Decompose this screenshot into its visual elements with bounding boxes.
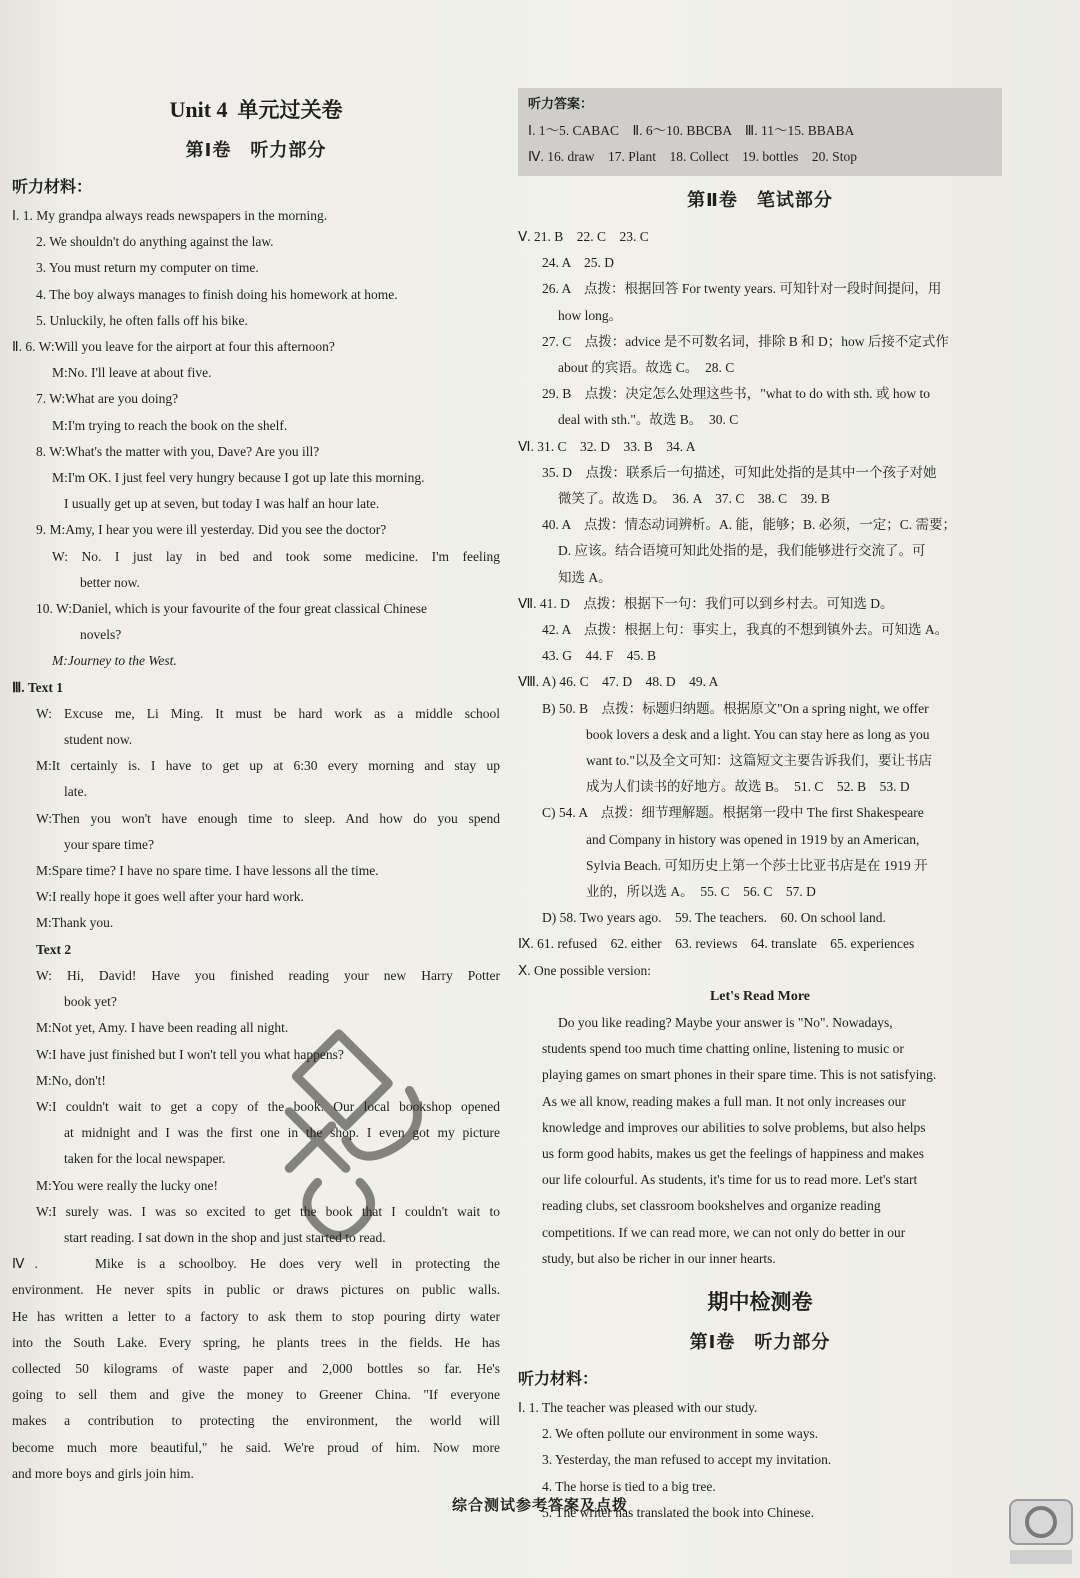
- answer-line: 成为人们读书的好地方。故选 B。 51. C 52. B 53. D: [586, 779, 910, 795]
- answer-line: C) 54. A 点拨：细节理解题。根据第一段中 The first Shakespeare: [542, 805, 924, 821]
- listening-answer-box: [518, 88, 1002, 176]
- essay-line: playing games on smart phones in their spare time. This is not satisfying.: [542, 1067, 937, 1083]
- text-line: M:No. I'll leave at about five.: [52, 365, 212, 381]
- answer-line: 业的，所以选 A。 55. C 56. C 57. D: [586, 884, 816, 900]
- right-column: [518, 88, 1002, 1526]
- essay-line: competitions. If we can read more, we can not only do better in our: [542, 1224, 906, 1240]
- text-line: going to sell them and give the money to Greener China. "If everyone: [12, 1387, 500, 1403]
- text-line: Ⅲ. Text 1: [12, 679, 63, 695]
- text-line: 5. Unluckily, he often falls off his bike.: [36, 312, 248, 328]
- listening-material-head: 听力材料：: [12, 177, 93, 196]
- answer-line: B) 50. B 点拨：标题归纳题。根据原文"On a spring night, we offer: [542, 700, 929, 716]
- answer-line: deal with sth."。故选 B。 30. C: [558, 412, 739, 428]
- answer-line: 26. A 点拨：根据回答 For twenty years. 可知针对一段时间提问，用: [542, 281, 942, 297]
- answer-line: Sylvia Beach. 可知历史上第一个莎士比亚书店是在 1919 开: [586, 857, 928, 873]
- text-line: Ⅱ. 6. W:Will you leave for the airport at four this afternoon?: [12, 339, 335, 355]
- answer-line: 24. A 25. D: [542, 255, 615, 271]
- answer-line: D. 应该。结合语境可知此处指的是，我们能够进行交流了。可: [558, 543, 926, 559]
- text-line: W: Hi, David! Have you finished reading your new Harry Potter: [36, 967, 500, 983]
- answer-line: 27. C 点拨：advice 是不可数名词，排除 B 和 D；how 后接不定式作: [542, 333, 949, 349]
- text-line: M:Thank you.: [36, 915, 114, 931]
- unit-title: [12, 94, 500, 124]
- text-line: late.: [64, 784, 87, 800]
- midterm-title: 期中检测卷: [707, 1289, 813, 1314]
- text-line: 8. W:What's the matter with you, Dave? Are you ill?: [36, 443, 320, 459]
- unit-title-cn: 单元过关卷: [237, 98, 343, 122]
- text-line: W:I surely was. I was so excited to get the book that I couldn't wait to: [36, 1203, 500, 1219]
- text-line: makes a contribution to protecting the environment, the world will: [12, 1413, 500, 1429]
- text-line: M:No, don't!: [36, 1072, 106, 1088]
- text-line: I usually get up at seven, but today I was half an hour late.: [64, 496, 380, 512]
- listening-answer-head: 听力答案：: [528, 97, 594, 112]
- text-line: M:Journey to the West.: [52, 653, 177, 669]
- essay-line: knowledge and improves our abilities to solve problems, but also helps: [542, 1119, 926, 1135]
- text-line: novels?: [80, 627, 122, 643]
- text-line: M:It certainly is. I have to get up at 6:30 every morning and stay up: [36, 758, 500, 774]
- midterm-line: 4. The horse is tied to a big tree.: [542, 1478, 716, 1494]
- text-line: taken for the local newspaper.: [64, 1151, 226, 1167]
- midterm-listening-head: 听力材料：: [518, 1368, 599, 1388]
- listening-answer-line: Ⅳ. 16. draw 17. Plant 18. Collect 19. bottles 20. Stop: [528, 149, 857, 164]
- text-line: M:I'm OK. I just feel very hungry because I got up late this morning.: [52, 470, 425, 486]
- text-line: W:Then you won't have enough time to sleep. And how do you spend: [36, 810, 500, 826]
- answer-line: and Company in history was opened in 1919 by an American,: [586, 831, 920, 847]
- text-line: He has written a letter to a factory to ask them to stop pouring dirty water: [12, 1308, 500, 1324]
- text-line: M:I'm trying to reach the book on the shelf.: [52, 417, 288, 433]
- text-line: environment. He never spits in public or draws pictures on public walls.: [12, 1282, 500, 1298]
- text-line: M:Spare time? I have no spare time. I have lessons all the time.: [36, 863, 379, 879]
- answer-line: book lovers a desk and a light. You can stay here as long as you: [586, 726, 930, 742]
- page-footer: 综合测试参考答案及点拨: [451, 1496, 628, 1514]
- answer-line: 35. D 点拨：联系后一句描述，可知此处指的是其中一个孩子对她: [542, 464, 937, 480]
- answer-line: Ⅶ. 41. D 点拨：根据下一句：我们可以到乡村去。可知选 D。: [518, 595, 894, 611]
- text-line: become much more beautiful," he said. We're proud of him. Now more: [12, 1439, 500, 1455]
- text-line: W:I really hope it goes well after your hard work.: [36, 889, 304, 905]
- answer-line: Ⅵ. 31. C 32. D 33. B 34. A: [518, 438, 696, 454]
- text-line: into the South Lake. Every spring, he plants trees in the fields. He has: [12, 1334, 500, 1350]
- answer-line: how long。: [558, 307, 623, 323]
- midterm-listening-title: 第Ⅰ卷 听力部分: [689, 1331, 831, 1353]
- essay-line: us form good habits, makes us get the feelings of happiness and makes: [542, 1145, 925, 1161]
- answer-line: 40. A 点拨：情态动词辨析。A. 能，能够；B. 必须，一定；C. 需要；: [542, 517, 957, 533]
- text-line: your spare time?: [64, 836, 154, 852]
- text-line: W: No. I just lay in bed and took some medicine. I'm feeling: [52, 548, 500, 564]
- listening-part-title: 第Ⅰ卷 听力部分: [185, 140, 327, 161]
- text-line: book yet?: [64, 994, 117, 1010]
- text-line: 2. We shouldn't do anything against the law.: [36, 234, 274, 250]
- midterm-line: 5. The writer has translated the book into Chinese.: [542, 1504, 814, 1520]
- answer-line: about 的宾语。故选 C。 28. C: [558, 360, 735, 376]
- unit-title-en: Unit 4: [169, 97, 228, 122]
- midterm-line: 2. We often pollute our environment in some ways.: [542, 1426, 819, 1442]
- essay-line: Do you like reading? Maybe your answer is "No". Nowadays,: [558, 1014, 893, 1030]
- text-line: better now.: [80, 574, 140, 590]
- text-line: 4. The boy always manages to finish doing his homework at home.: [36, 286, 398, 302]
- answer-line: want to."以及全文可知：这篇短文主要告诉我们，要让书店: [586, 753, 933, 769]
- answer-line: Ⅸ. 61. refused 62. either 63. reviews 64. translate 65. experiences: [518, 936, 915, 952]
- answer-line: 微笑了。故选 D。 36. A 37. C 38. C 39. B: [558, 491, 830, 507]
- answer-line: 42. A 点拨：根据上句：事实上，我真的不想到镇外去。可知选 A。: [542, 622, 949, 638]
- text-line: 3. You must return my computer on time.: [36, 260, 259, 276]
- text-line: at midnight and I was the first one in the shop. I even got my picture: [64, 1125, 500, 1141]
- listening-answer-line: Ⅰ. 1～5. CABAC Ⅱ. 6～10. BBCBA Ⅲ. 11～15. BBABA: [528, 123, 855, 138]
- essay-line: study, but also be richer in our inner hearts.: [542, 1250, 776, 1266]
- text-line: W:I have just finished but I won't tell you what happens?: [36, 1046, 344, 1062]
- midterm-line: Ⅰ. 1. The teacher was pleased with our study.: [518, 1399, 758, 1415]
- essay-line: As we all know, reading makes a full man. It not only increases our: [542, 1093, 906, 1109]
- text-line: start reading. I sat down in the shop and just started to read.: [64, 1229, 386, 1245]
- text-line: 10. W:Daniel, which is your favourite of the four great classical Chinese: [36, 601, 428, 617]
- left-column: [12, 88, 500, 1487]
- text-line: 7. W:What are you doing?: [36, 391, 179, 407]
- essay-line: students spend too much time chatting online, listening to music or: [542, 1041, 904, 1057]
- text-line: W: Excuse me, Li Ming. It must be hard work as a middle school: [36, 705, 500, 721]
- answer-line: 29. B 点拨：决定怎么处理这些书，"what to do with sth. 或 how to: [542, 386, 931, 402]
- text-line: W:I couldn't wait to get a copy of the book. Our local bookshop opened: [36, 1098, 500, 1114]
- answer-line: Ⅷ. A) 46. C 47. D 48. D 49. A: [518, 674, 719, 690]
- answer-line: D) 58. Two years ago. 59. The teachers. 60. On school land.: [542, 910, 886, 926]
- text-line: and more boys and girls join him.: [12, 1465, 194, 1481]
- text-line: collected 50 kilograms of waste paper and 2,000 bottles so far. He's: [12, 1360, 500, 1376]
- answer-line: 43. G 44. F 45. B: [542, 648, 657, 664]
- text-line: Text 2: [36, 941, 72, 957]
- answer-line: Ⅹ. One possible version:: [518, 962, 651, 978]
- answer-line: Ⅴ. 21. B 22. C 23. C: [518, 229, 649, 244]
- essay-line: our life colourful. As students, it's time for us to read more. Let's start: [542, 1172, 918, 1188]
- written-part-title: 第Ⅱ卷 笔试部分: [687, 190, 833, 211]
- essay-line: reading clubs, set classroom bookshelves and organize reading: [542, 1198, 881, 1214]
- text-line: student now.: [64, 732, 133, 748]
- text-line: 9. M:Amy, I hear you were ill yesterday. Did you see the doctor?: [36, 522, 387, 538]
- text-line: M:Not yet, Amy. I have been reading all night.: [36, 1020, 289, 1036]
- text-line: Ⅰ. 1. My grandpa always reads newspapers in the morning.: [12, 208, 328, 223]
- text-line: M:You were really the lucky one!: [36, 1177, 218, 1193]
- answer-line: 知选 A。: [558, 569, 612, 585]
- essay-title: Let's Read More: [709, 988, 811, 1004]
- midterm-line: 3. Yesterday, the man refused to accept my invitation.: [542, 1452, 832, 1468]
- text-line: Ⅳ. Mike is a schoolboy. He does very well in protecting the: [12, 1256, 500, 1272]
